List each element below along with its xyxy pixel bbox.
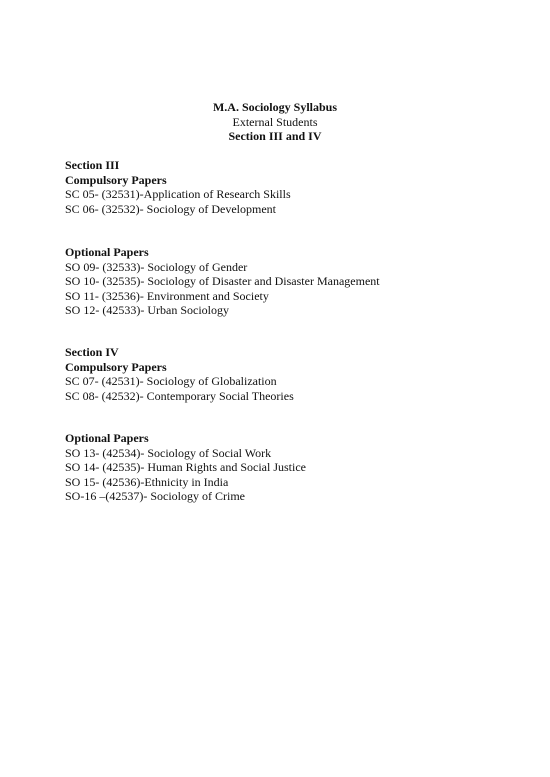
paper-item: SC 08- (42532)- Contemporary Social Theories	[65, 388, 294, 403]
section-4-compulsory-block	[65, 345, 525, 403]
section-3-compulsory-heading: Compulsory Papers	[65, 172, 167, 187]
paper-item: SO-16 –(42537)- Sociology of Crime	[65, 489, 245, 503]
section-3-heading: Section III	[65, 158, 120, 172]
document-subtitle: External Students	[232, 114, 318, 129]
section-3-compulsory-block	[65, 158, 525, 216]
section-4-optional-heading: Optional Papers	[65, 431, 149, 445]
paper-item: SO 13- (42534)- Sociology of Social Work	[65, 445, 272, 460]
document-header	[0, 100, 550, 144]
section-4-compulsory-heading: Compulsory Papers	[65, 359, 167, 374]
paper-item: SO 10- (32535)- Sociology of Disaster and Disaster Management	[65, 274, 380, 288]
section-4-optional-block	[65, 431, 525, 504]
document-title: M.A. Sociology Syllabus	[212, 100, 338, 114]
paper-item: SO 11- (32536)- Environment and Society	[65, 288, 269, 303]
paper-item: SO 09- (32533)- Sociology of Gender	[65, 259, 248, 274]
paper-item: SC 07- (42531)- Sociology of Globalization	[65, 374, 277, 388]
paper-item: SO 12- (42533)- Urban Sociology	[65, 303, 229, 317]
paper-item: SC 05- (32531)-Application of Research Skills	[65, 187, 291, 201]
paper-item: SC 06- (32532)- Sociology of Development	[65, 201, 276, 216]
section-3-optional-block	[65, 245, 525, 318]
paper-item: SO 15- (42536)-Ethnicity in India	[65, 474, 229, 489]
section-4-heading: Section IV	[65, 345, 119, 359]
paper-item: SO 14- (42535)- Human Rights and Social Justice	[65, 460, 306, 474]
sections-label: Section III and IV	[228, 129, 322, 143]
section-3-optional-heading: Optional Papers	[65, 245, 149, 259]
